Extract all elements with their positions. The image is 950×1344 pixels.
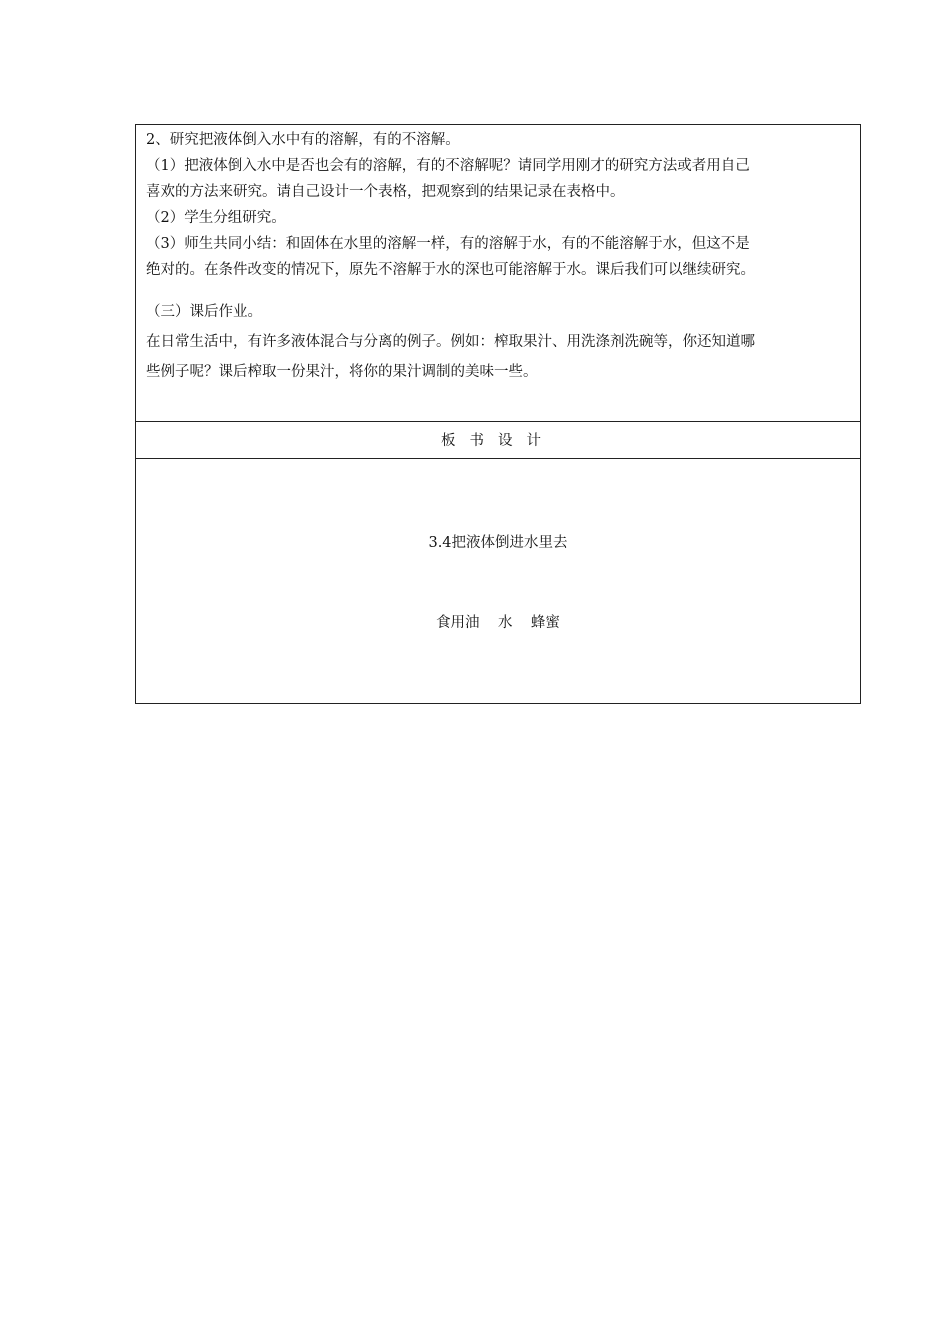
- spacer: [146, 283, 850, 297]
- text-line: 在日常生活中，有许多液体混合与分离的例子。例如：榨取果汁、用洗涤剂洗碗等，你还知道哪: [146, 334, 755, 350]
- board-design-cell: [136, 459, 860, 703]
- board-design-header: 板书设计: [136, 421, 860, 459]
- lesson-content-cell: [136, 125, 860, 421]
- text-line: （2）学生分组研究。: [146, 210, 286, 226]
- text-line: 喜欢的方法来研究。请自己设计一个表格，把观察到的结果记录在表格中。: [146, 184, 625, 200]
- lesson-plan-table: [135, 124, 861, 704]
- text-line: （1）把液体倒入水中是否也会有的溶解，有的不溶解呢？请同学用刚才的研究方法或者用自己: [146, 158, 750, 174]
- text-line: （3）师生共同小结：和固体在水里的溶解一样，有的溶解于水，有的不能溶解于水，但这不是: [146, 236, 750, 252]
- board-title: 3.4把液体倒进水里去: [428, 535, 568, 551]
- board-items: 食用油 水 蜂蜜: [436, 615, 560, 631]
- homework-heading: （三）课后作业。: [146, 304, 262, 320]
- text-line: 些例子呢？课后榨取一份果汁，将你的果汁调制的美味一些。: [146, 364, 538, 380]
- text-line: 绝对的。在条件改变的情况下，原先不溶解于水的深也可能溶解于水。课后我们可以继续研究。: [146, 262, 755, 278]
- text-line: 2、研究把液体倒入水中有的溶解，有的不溶解。: [146, 132, 460, 148]
